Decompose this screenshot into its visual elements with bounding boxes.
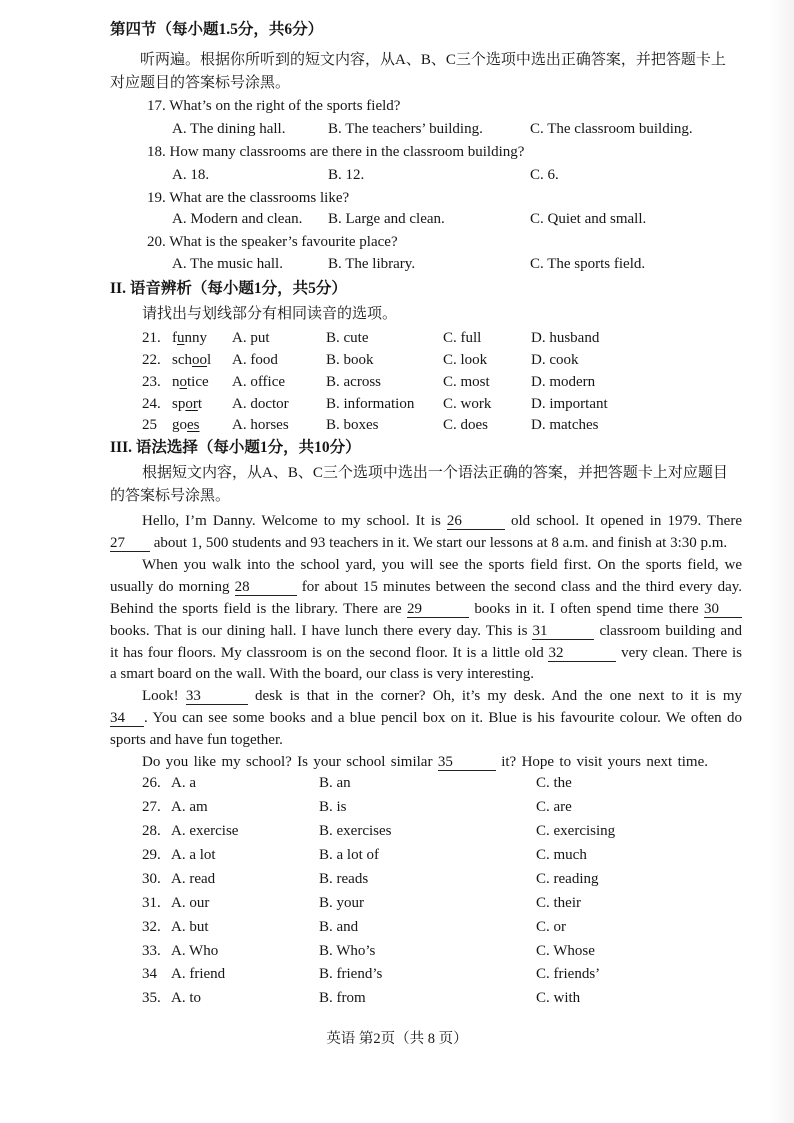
passage-line-5: Behind the sports field is the library. There are 29 books in it. I often spend time there 30 bbox=[110, 599, 742, 619]
blank-30[interactable]: 30 bbox=[704, 601, 742, 618]
question-17-option-a: A. The dining hall. bbox=[172, 121, 286, 137]
section-three-instruction-line2: 的答案标号涂黑。 bbox=[110, 488, 231, 504]
phonetics-row-21-word: funny bbox=[172, 330, 207, 346]
page-footer: 英语 第2页（共 8 页） bbox=[326, 1031, 468, 1047]
option-row-35-number: 35. bbox=[142, 990, 161, 1006]
phonetics-row-23-option-a: A. office bbox=[232, 374, 286, 390]
question-20-option-c: C. The sports field. bbox=[530, 256, 646, 272]
option-row-34-c: C. friends’ bbox=[536, 966, 601, 982]
blank-27[interactable]: 27 bbox=[110, 535, 150, 552]
question-18-option-a: A. 18. bbox=[172, 167, 210, 183]
question-20-stem: 20. What is the speaker’s favourite place? bbox=[147, 234, 398, 250]
option-row-35-b: B. from bbox=[319, 990, 366, 1006]
blank-31[interactable]: 31 bbox=[532, 623, 594, 640]
phonetics-row-25-number: 25 bbox=[142, 417, 157, 433]
option-row-32-a: A. but bbox=[171, 919, 209, 935]
option-row-28-c: C. exercising bbox=[536, 823, 616, 839]
passage-line-6: books. That is our dining hall. I have lunch there every day. This is 31 classroom building and bbox=[110, 623, 743, 639]
option-row-31-c: C. their bbox=[536, 895, 581, 911]
phonetics-row-24-option-d: D. important bbox=[531, 396, 608, 412]
option-row-30-c: C. reading bbox=[536, 871, 599, 887]
section-four-heading: 第四节（每小题1.5分，共6分） bbox=[110, 21, 324, 38]
blank-29[interactable]: 29 bbox=[407, 601, 469, 618]
option-row-29-b: B. a lot of bbox=[319, 847, 379, 863]
option-row-34-b: B. friend’s bbox=[319, 966, 383, 982]
option-row-26-a: A. a bbox=[171, 775, 196, 791]
option-row-35-c: C. with bbox=[536, 990, 581, 1006]
underlined-letters: oo bbox=[192, 352, 207, 368]
option-row-33-a: A. Who bbox=[171, 943, 219, 959]
question-17-option-b: B. The teachers’ building. bbox=[328, 121, 483, 137]
option-row-28-b: B. exercises bbox=[319, 823, 392, 839]
phonetics-row-21-option-b: B. cute bbox=[326, 330, 369, 346]
phonetics-row-22-option-d: D. cook bbox=[531, 352, 579, 368]
option-row-31-a: A. our bbox=[171, 895, 210, 911]
option-row-27-b: B. is bbox=[319, 799, 347, 815]
option-row-30-a: A. read bbox=[171, 871, 216, 887]
option-row-27-number: 27. bbox=[142, 799, 161, 815]
underlined-letters: u bbox=[177, 330, 185, 346]
phonetics-row-24-option-c: C. work bbox=[443, 396, 492, 412]
phonetics-row-24-word: sport bbox=[172, 396, 203, 412]
blank-33[interactable]: 33 bbox=[186, 688, 248, 705]
question-18-option-b: B. 12. bbox=[328, 167, 365, 183]
section-two-heading: II. 语音辨析（每小题1分，共5分） bbox=[110, 280, 347, 297]
phonetics-row-21-option-c: C. full bbox=[443, 330, 482, 346]
question-18-stem: 18. How many classrooms are there in the classroom building? bbox=[147, 144, 525, 160]
phonetics-row-22-option-b: B. book bbox=[326, 352, 374, 368]
blank-26[interactable]: 26 bbox=[447, 513, 505, 530]
phonetics-row-22-option-a: A. food bbox=[232, 352, 278, 368]
phonetics-row-24-number: 24. bbox=[142, 396, 161, 412]
question-20-option-b: B. The library. bbox=[328, 256, 416, 272]
phonetics-row-25-option-d: D. matches bbox=[531, 417, 599, 433]
question-20-option-a: A. The music hall. bbox=[172, 256, 283, 272]
passage-line-9: Look! 33 desk is that in the corner? Oh, it’s my desk. And the one next to it is my bbox=[142, 688, 743, 704]
underlined-letters: es bbox=[187, 417, 200, 433]
phonetics-row-22-option-c: C. look bbox=[443, 352, 488, 368]
passage-line-4: usually do morning 28 for about 15 minutes between the second class and the third every day. bbox=[110, 579, 743, 595]
phonetics-row-21-option-a: A. put bbox=[232, 330, 270, 346]
blank-35[interactable]: 35 bbox=[438, 754, 496, 771]
option-row-32-c: C. or bbox=[536, 919, 566, 935]
phonetics-row-23-option-c: C. most bbox=[443, 374, 490, 390]
phonetics-row-25-option-a: A. horses bbox=[232, 417, 289, 433]
option-row-29-c: C. much bbox=[536, 847, 587, 863]
underlined-letters: o bbox=[179, 374, 187, 390]
option-row-33-number: 33. bbox=[142, 943, 161, 959]
blank-34[interactable]: 34 bbox=[110, 710, 144, 727]
phonetics-row-24-option-a: A. doctor bbox=[232, 396, 289, 412]
option-row-28-number: 28. bbox=[142, 823, 161, 839]
phonetics-row-24-option-b: B. information bbox=[326, 396, 415, 412]
passage-line-11: sports and have fun together. bbox=[110, 732, 283, 748]
passage-line-1: Hello, I’m Danny. Welcome to my school. It is 26 old school. It opened in 1979. There bbox=[142, 513, 742, 529]
option-row-34-a: A. friend bbox=[171, 966, 226, 982]
option-row-32-b: B. and bbox=[319, 919, 359, 935]
question-19-option-a: A. Modern and clean. bbox=[172, 211, 303, 227]
phonetics-row-21-number: 21. bbox=[142, 330, 161, 346]
phonetics-row-23-option-b: B. across bbox=[326, 374, 381, 390]
phonetics-row-23-word: notice bbox=[172, 374, 209, 390]
option-row-27-a: A. am bbox=[171, 799, 208, 815]
passage-line-10: 34 . You can see some books and a blue pencil box on it. Blue is his favourite colour. We often do bbox=[110, 710, 742, 726]
passage-line-12: Do you like my school? Is your school similar 35 it? Hope to visit yours next time. bbox=[142, 754, 708, 770]
passage-line-8: a smart board on the wall. With the board, our class is very interesting. bbox=[110, 666, 535, 682]
blank-32[interactable]: 32 bbox=[548, 645, 616, 662]
underlined-letters: or bbox=[185, 396, 198, 412]
option-row-34-number: 34 bbox=[142, 966, 157, 982]
option-row-30-number: 30. bbox=[142, 871, 161, 887]
section-three-instruction-line1: 根据短文内容，从A、B、C三个选项中选出一个语法正确的答案，并把答题卡上对应题目 bbox=[142, 465, 728, 481]
section-four-instruction-line2: 对应题目的答案标号涂黑。 bbox=[110, 75, 291, 91]
phonetics-row-22-word: school bbox=[172, 352, 212, 368]
phonetics-row-22-number: 22. bbox=[142, 352, 161, 368]
option-row-33-b: B. Who’s bbox=[319, 943, 376, 959]
option-row-26-b: B. an bbox=[319, 775, 351, 791]
option-row-31-number: 31. bbox=[142, 895, 161, 911]
question-18-option-c: C. 6. bbox=[530, 167, 559, 183]
phonetics-row-25-option-b: B. boxes bbox=[326, 417, 379, 433]
section-two-instruction: 请找出与划线部分有相同读音的选项。 bbox=[142, 306, 398, 322]
option-row-33-c: C. Whose bbox=[536, 943, 595, 959]
option-row-27-c: C. are bbox=[536, 799, 572, 815]
phonetics-row-23-option-d: D. modern bbox=[531, 374, 596, 390]
passage-line-3: When you walk into the school yard, you will see the sports field first. On the sports field, we bbox=[142, 557, 742, 573]
question-17-stem: 17. What’s on the right of the sports field? bbox=[147, 98, 401, 114]
scan-edge-shadow bbox=[770, 0, 794, 1123]
option-row-26-number: 26. bbox=[142, 775, 161, 791]
passage-line-7: it has four floors. My classroom is on the second floor. It is a little old 32 very clean. There is bbox=[110, 645, 742, 661]
passage-line-2: 27 about 1, 500 students and 93 teachers in it. We start our lessons at 8 a.m. and finish at 3:30 p.m. bbox=[110, 535, 728, 551]
option-row-29-number: 29. bbox=[142, 847, 161, 863]
question-19-option-b: B. Large and clean. bbox=[328, 211, 445, 227]
question-19-stem: 19. What are the classrooms like? bbox=[147, 190, 350, 206]
phonetics-row-21-option-d: D. husband bbox=[531, 330, 600, 346]
section-four-instruction-line1: 听两遍。根据你所听到的短文内容，从A、B、C三个选项中选出正确答案，并把答题卡上 bbox=[140, 52, 726, 68]
section-three-heading: III. 语法选择（每小题1分，共10分） bbox=[110, 439, 361, 456]
option-row-26-c: C. the bbox=[536, 775, 572, 791]
option-row-30-b: B. reads bbox=[319, 871, 369, 887]
question-17-option-c: C. The classroom building. bbox=[530, 121, 693, 137]
option-row-35-a: A. to bbox=[171, 990, 201, 1006]
question-19-option-c: C. Quiet and small. bbox=[530, 211, 647, 227]
option-row-32-number: 32. bbox=[142, 919, 161, 935]
option-row-31-b: B. your bbox=[319, 895, 364, 911]
phonetics-row-25-option-c: C. does bbox=[443, 417, 488, 433]
option-row-28-a: A. exercise bbox=[171, 823, 239, 839]
phonetics-row-25-word: goes bbox=[172, 417, 200, 433]
option-row-29-a: A. a lot bbox=[171, 847, 216, 863]
blank-28[interactable]: 28 bbox=[235, 579, 297, 596]
phonetics-row-23-number: 23. bbox=[142, 374, 161, 390]
